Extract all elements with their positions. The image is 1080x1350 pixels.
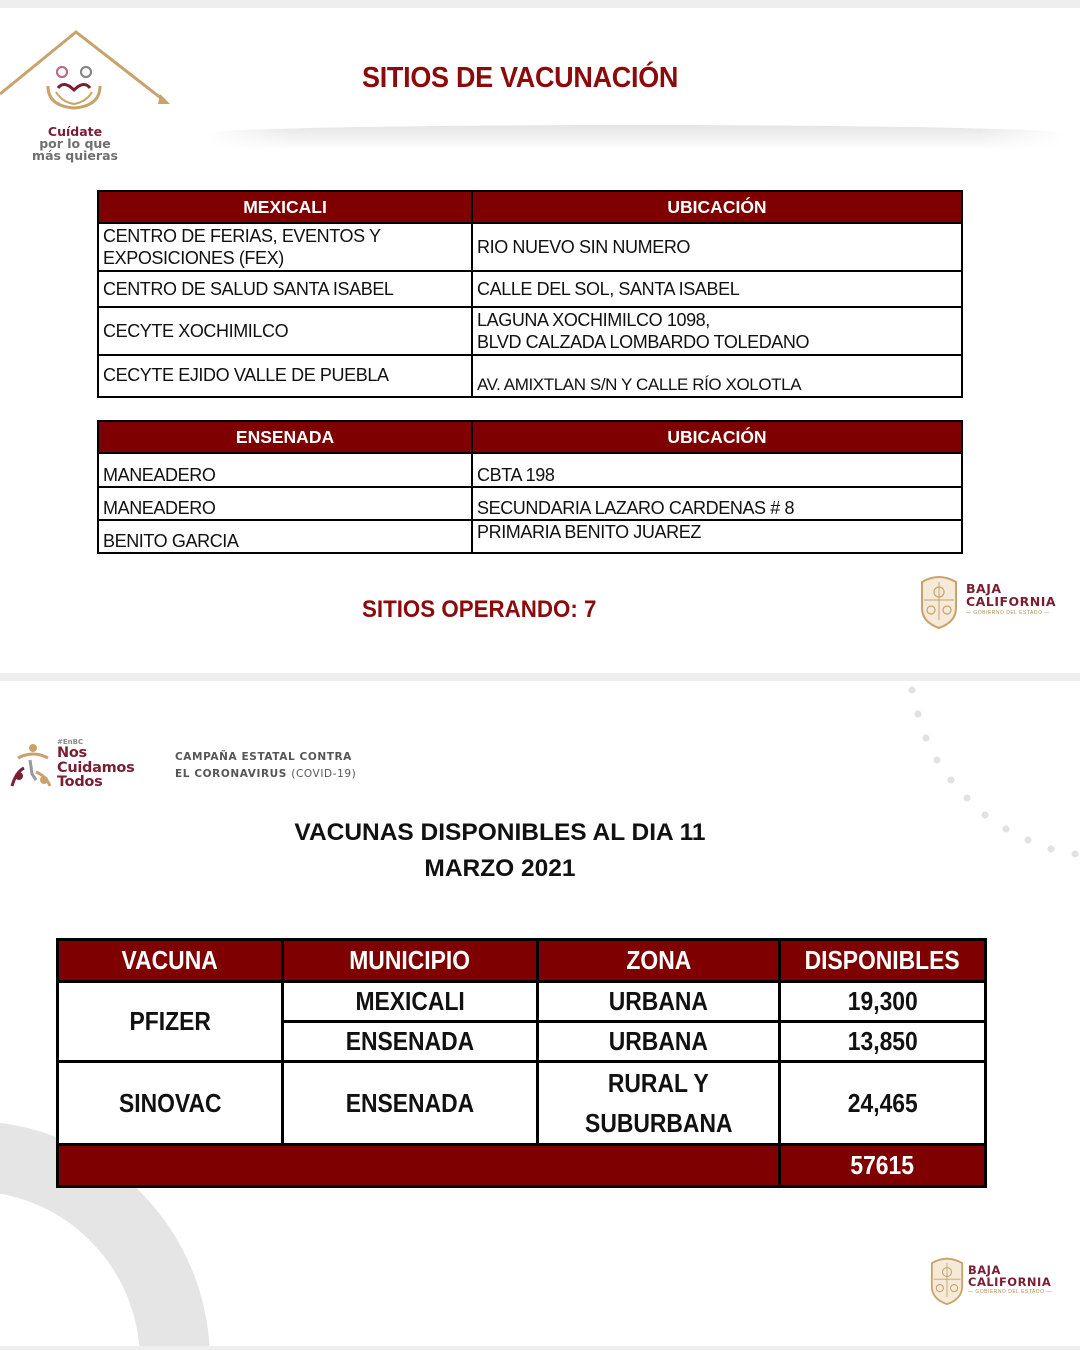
state-shield-icon [918, 574, 960, 630]
site-name: CENTRO DE FERIAS, EVENTOS Y EXPOSICIONES (FEX) [98, 223, 472, 271]
header-location: UBICACIÓN [472, 191, 962, 223]
bc-subtitle: — GOBIERNO DEL ESTADO — [968, 1289, 1052, 1295]
vaccines-available-table [56, 938, 987, 1188]
slide-vacunas-disponibles [0, 681, 1080, 1346]
title-shadow-divider [205, 125, 1065, 153]
municipio: ENSENADA [283, 1062, 538, 1145]
municipio: ENSENADA [283, 1022, 538, 1062]
site-location: PRIMARIA BENITO JUAREZ [472, 520, 962, 553]
header-location: UBICACIÓN [472, 421, 962, 453]
site-name: CECYTE EJIDO VALLE DE PUEBLA [98, 355, 472, 397]
disponibles: 19,300 [780, 982, 986, 1022]
location-line-1: LAGUNA XOCHIMILCO 1098, [477, 310, 710, 330]
site-location [472, 307, 962, 355]
ensenada-sites-table [97, 420, 963, 554]
municipio: MEXICALI [283, 982, 538, 1022]
table-row [98, 355, 962, 397]
cuidate-tagline: Cuídate por lo que más quieras [32, 124, 118, 163]
site-location: AV. AMIXTLAN S/N Y CALLE RÍO XOLOTLA [472, 355, 962, 397]
table-row [98, 307, 962, 355]
table-row [58, 982, 986, 1022]
campaign-label: CAMPAÑA ESTATAL CONTRA EL CORONAVIRUS (COVID-19) [175, 751, 357, 780]
table-row [98, 520, 962, 553]
baja-california-logo [928, 1256, 1080, 1316]
table-row [98, 223, 962, 271]
site-name: CECYTE XOCHIMILCO [98, 307, 472, 355]
site-name: CENTRO DE SALUD SANTA ISABEL [98, 271, 472, 307]
nos-cuidamos-todos-logo [10, 736, 160, 796]
people-circle-icon [10, 742, 56, 792]
table-row [98, 271, 962, 307]
total-disponibles: 57615 [780, 1145, 986, 1187]
header-vacuna: VACUNA [58, 940, 283, 982]
state-shield-icon [928, 1256, 966, 1306]
zona: URBANA [538, 982, 780, 1022]
zona: URBANA [538, 1022, 780, 1062]
page-title: VACUNAS DISPONIBLES AL DIA 11 MARZO 2021 [294, 819, 706, 882]
site-location: RIO NUEVO SIN NUMERO [472, 223, 962, 271]
vaccine-name: PFIZER [58, 982, 283, 1062]
site-location: CBTA 198 [472, 453, 962, 487]
bc-name: BAJA CALIFORNIA [966, 581, 1057, 609]
table-header-row [98, 421, 962, 453]
page-title: SITIOS DE VACUNACIÓN [362, 62, 679, 94]
bc-subtitle: — GOBIERNO DEL ESTADO — [966, 610, 1050, 616]
site-name: MANEADERO [98, 453, 472, 487]
disponibles: 24,465 [780, 1062, 986, 1145]
header-municipality: ENSENADA [98, 421, 472, 453]
cuidate-logo [0, 26, 180, 163]
hashtag: #EnBC [57, 738, 84, 746]
header-disponibles: DISPONIBLES [780, 940, 986, 982]
table-row [98, 487, 962, 520]
zona: RURAL Y SUBURBANA [538, 1062, 780, 1145]
table-row [98, 453, 962, 487]
site-name: BENITO GARCIA [98, 520, 472, 553]
table-header-row [58, 940, 986, 982]
header-municipality: MEXICALI [98, 191, 472, 223]
location-line-2: BLVD CALZADA LOMBARDO TOLEDANO [477, 332, 810, 352]
site-location: CALLE DEL SOL, SANTA ISABEL [472, 271, 962, 307]
baja-california-logo [918, 574, 1078, 634]
sites-operating-count: SITIOS OPERANDO: 7 [362, 596, 597, 623]
mexicali-sites-table [97, 190, 963, 398]
hands-heart-house-icon [0, 26, 180, 136]
header-municipio: MUNICIPIO [283, 940, 538, 982]
total-row [58, 1145, 986, 1187]
nos-cuidamos-todos-text: Nos Cuidamos Todos [57, 745, 135, 790]
table-header-row [98, 191, 962, 223]
total-label-cell [58, 1145, 780, 1187]
bc-name: BAJA CALIFORNIA [968, 1263, 1052, 1289]
site-location: SECUNDARIA LAZARO CARDENAS # 8 [472, 487, 962, 520]
disponibles: 13,850 [780, 1022, 986, 1062]
site-name: MANEADERO [98, 487, 472, 520]
table-row [58, 1062, 986, 1145]
slide-sitios-vacunacion [0, 8, 1080, 673]
header-zona: ZONA [538, 940, 780, 982]
vaccine-name: SINOVAC [58, 1062, 283, 1145]
